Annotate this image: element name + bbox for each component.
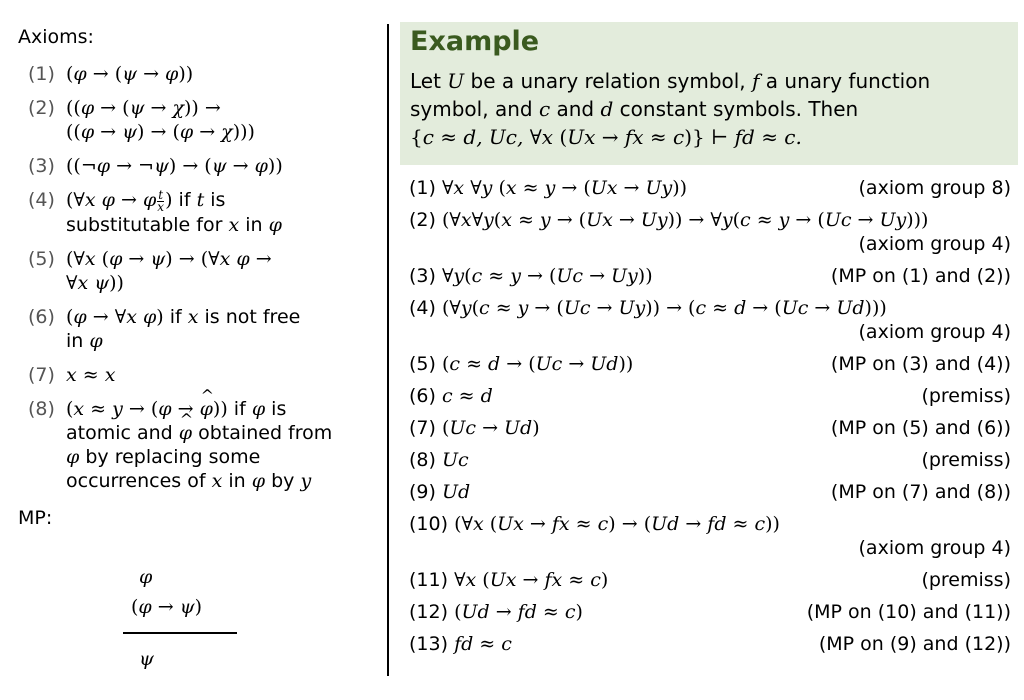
proof-step-4: (4) (∀y(c ≈ y → (Uc → Uy)) → (c ≈ d → (Uc → Ud))) (axiom group 4)	[409, 297, 1011, 343]
proof-step-2: (2) (∀x∀y(x ≈ y → (Ux → Uy)) → ∀y(c ≈ y → (Uc → Uy))) (axiom group 4)	[409, 209, 1011, 255]
axiom-8	[18, 397, 368, 493]
axiom-number: (2)	[28, 97, 55, 119]
axiom-number: (3)	[28, 155, 55, 177]
example-text: Let U be a unary relation symbol, f a unary function symbol, and c and d constant symbols. Then {c ≈ d, Uc, ∀x (Ux → fx ≈ c)} ⊢ fd ≈ c.	[410, 69, 931, 149]
step-number: (12)	[409, 601, 449, 623]
axiom-1	[18, 62, 368, 86]
axiom-formula: ((¬φ → ¬ψ) → (ψ → φ))	[66, 155, 283, 177]
axiom-formula: (φ → (ψ → φ))	[66, 63, 194, 85]
step-number: (8)	[409, 449, 436, 471]
step-justification: (axiom group 4)	[858, 321, 1011, 343]
step-justification: (axiom group 4)	[858, 537, 1011, 559]
step-number: (10)	[409, 513, 449, 535]
proof-steps	[409, 176, 1011, 664]
proof-step-7: (7) (Uc → Ud) (MP on (5) and (6))	[409, 417, 1011, 439]
proof-step-3: (3) ∀y(c ≈ y → (Uc → Uy)) (MP on (1) and (2))	[409, 265, 1011, 287]
step-number: (4)	[409, 297, 436, 319]
step-justification: (MP on (9) and (12))	[818, 633, 1011, 655]
proof-step-13: (13) fd ≈ c (MP on (9) and (12))	[409, 633, 1011, 655]
axiom-formula: (∀x (φ → ψ) → (∀x φ → ∀x ψ))	[66, 247, 272, 294]
proof-step-5: (5) (c ≈ d → (Uc → Ud)) (MP on (3) and (4))	[409, 353, 1011, 375]
proof-step-9: (9) Ud (MP on (7) and (8))	[409, 481, 1011, 503]
step-number: (3)	[409, 265, 436, 287]
step-justification: (premiss)	[921, 449, 1011, 471]
example-title: Example	[410, 26, 540, 57]
proof-step-1: (1) ∀x ∀y (x ≈ y → (Ux → Uy)) (axiom group 8)	[409, 177, 1011, 199]
proof-step-10: (10) (∀x (Ux → fx ≈ c) → (Ud → fd ≈ c)) (axiom group 4)	[409, 513, 1011, 559]
axiom-7	[18, 363, 368, 387]
axiom-number: (1)	[28, 63, 55, 85]
step-justification: (MP on (7) and (8))	[830, 481, 1011, 503]
column-divider	[387, 24, 389, 676]
mp-label: MP:	[18, 506, 53, 529]
step-justification: (axiom group 4)	[858, 233, 1011, 255]
axiom-number: (4)	[28, 189, 55, 211]
step-number: (9)	[409, 481, 436, 503]
step-number: (5)	[409, 353, 436, 375]
step-justification: (axiom group 8)	[858, 177, 1011, 199]
axiom-2	[18, 96, 368, 144]
step-number: (13)	[409, 633, 449, 655]
mp-conclusion: ψ	[139, 648, 154, 670]
axiom-formula: ((φ → (ψ → χ)) → ((φ → ψ) → (φ → χ)))	[66, 97, 255, 143]
mp-premise-1: φ	[139, 566, 153, 588]
proof-step-11: (11) ∀x (Ux → fx ≈ c) (premiss)	[409, 569, 1011, 591]
step-justification: (premiss)	[921, 569, 1011, 591]
proof-step-6: (6) c ≈ d (premiss)	[409, 385, 1011, 407]
axiom-4	[18, 188, 368, 237]
mp-inference-line	[123, 632, 237, 634]
axiom-number: (8)	[28, 397, 55, 420]
axioms-panel	[18, 26, 368, 529]
step-number: (6)	[409, 385, 436, 407]
axiom-5	[18, 247, 368, 295]
proof-step-12: (12) (Ud → fd ≈ c) (MP on (10) and (11))	[409, 601, 1011, 623]
step-number: (2)	[409, 209, 436, 231]
axiom-number: (7)	[28, 363, 55, 386]
mp-premise-2: (φ → ψ)	[131, 596, 203, 618]
axioms-heading: Axioms:	[18, 26, 94, 48]
axiom-formula: (∀x φ → φ $\frac{t}{x}$ ) if t is substitutable for x in φ	[66, 187, 282, 236]
step-justification: (MP on (10) and (11))	[806, 601, 1011, 623]
step-justification: (MP on (5) and (6))	[830, 417, 1011, 439]
axiom-formula: x ≈ x	[66, 363, 116, 386]
step-number: (7)	[409, 417, 436, 439]
proof-step-8: (8) Uc (premiss)	[409, 449, 1011, 471]
example-box	[400, 22, 1018, 165]
axiom-number: (5)	[28, 247, 55, 270]
axiom-number: (6)	[28, 305, 55, 328]
step-justification: (premiss)	[921, 385, 1011, 407]
axiom-6	[18, 305, 368, 353]
axiom-formula: (x ≈ y → (φ → ^ φ)) if φ is atomic and ^ φ obtained from φ by replacing some occurrences of x in φ by y	[66, 397, 368, 493]
axiom-formula: (φ → ∀x φ) if x is not free in φ	[66, 305, 301, 352]
axiom-3	[18, 154, 368, 178]
step-number: (1)	[409, 177, 436, 199]
step-justification: (MP on (3) and (4))	[830, 353, 1011, 375]
step-number: (11)	[409, 569, 449, 591]
step-justification: (MP on (1) and (2))	[830, 265, 1011, 287]
